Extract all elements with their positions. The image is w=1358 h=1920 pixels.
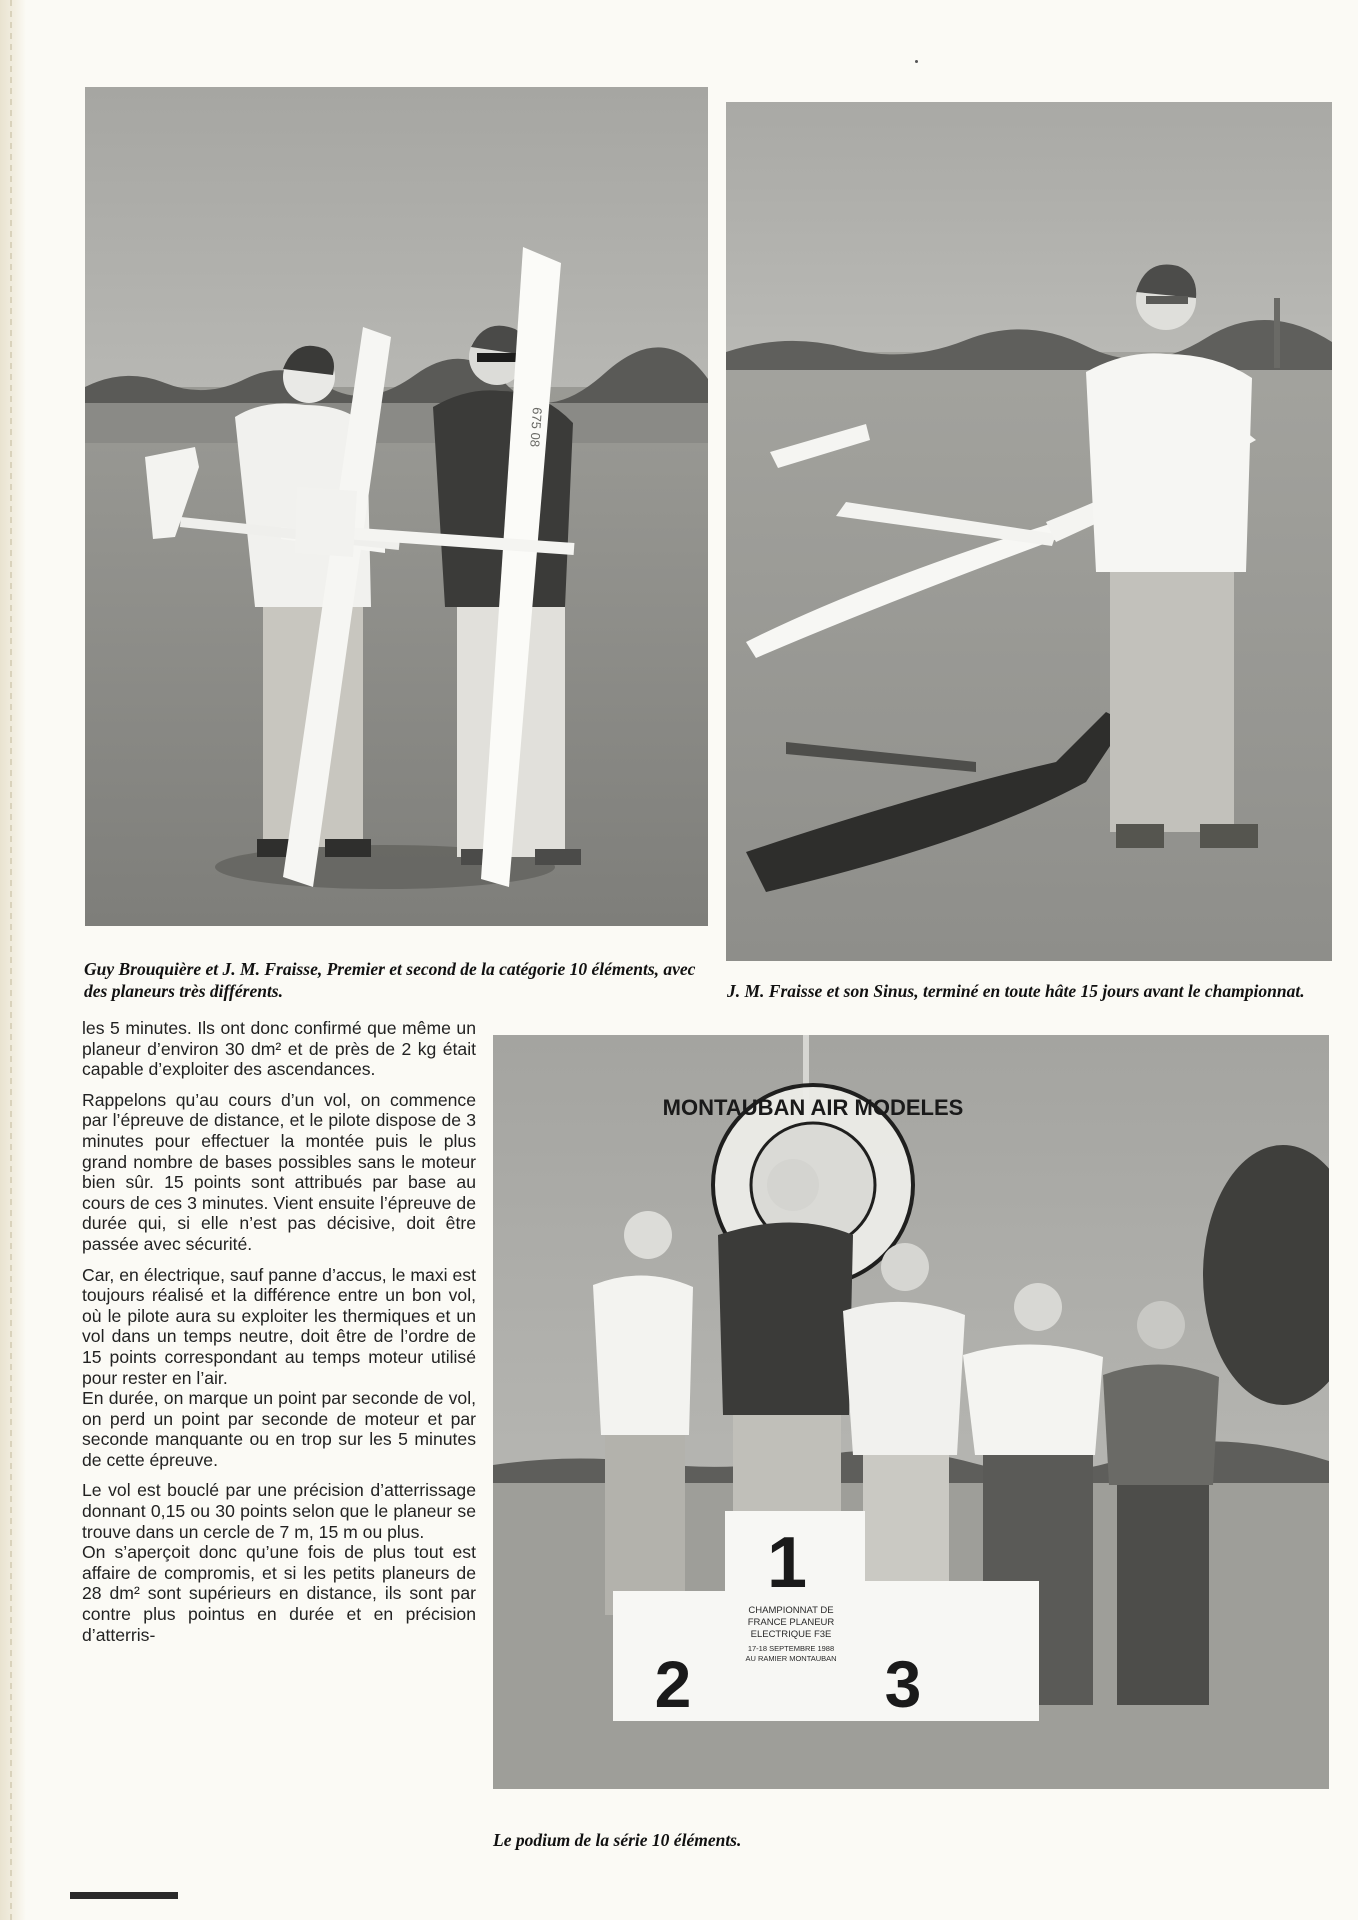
- photo-podium: [493, 1035, 1329, 1789]
- podium-banner-line: CHAMPIONNAT DE: [748, 1605, 834, 1616]
- photo-podium-illustration: [493, 1035, 1329, 1789]
- podium-number-2: 2: [654, 1647, 692, 1721]
- binding-perforation: [10, 0, 12, 1920]
- photo-two-pilots-with-gliders: [85, 87, 708, 926]
- article-paragraph: On s’aperçoit donc qu’une fois de plus tout est affaire de compromis, et si les petits planeurs de 28 dm² sont supérieurs en distance, ils sont par contre plus pointus en durée et en précision d’atterris-: [82, 1542, 476, 1645]
- article-paragraph: En durée, on marque un point par seconde de vol, on perd un point par seconde de moteur et par seconde manquante ou en trop sur les 5 minutes de cette épreuve.: [82, 1388, 476, 1470]
- article-paragraph: Car, en électrique, sauf panne d’accus, le maxi est toujours réalisé et la différence entre un bon vol, où le pilote aura su exploiter les thermiques et un vol dans un temps neutre, doit être de l’ordre de 15 points correspondant au temps moteur utilisé pour rester en l’air.: [82, 1264, 476, 1388]
- glider-registration: 675 08: [527, 406, 545, 448]
- photo-sinus-illustration: [726, 102, 1332, 961]
- podium-banner-line: 17-18 SEPTEMBRE 1988: [747, 1644, 835, 1653]
- print-speck: [915, 60, 918, 63]
- page-corner-mark: [70, 1892, 178, 1899]
- article-paragraph: les 5 minutes. Ils ont donc confirmé que même un planeur d’environ 30 dm² et de près de 2 kg était capable d’exploiter des ascendances.: [82, 1018, 476, 1080]
- photo-fraisse-with-sinus: [726, 102, 1332, 961]
- podium-banner-line: ELECTRIQUE F3E: [750, 1629, 832, 1640]
- article-paragraph: Le vol est bouclé par une précision d’atterrissage donnant 0,15 ou 30 points selon que le planeur se trouve dans un cercle de 7 m, 15 m ou plus.: [82, 1480, 476, 1542]
- podium-banner-line: AU RAMIER MONTAUBAN: [745, 1654, 837, 1663]
- photo-two-pilots-illustration: [85, 87, 708, 926]
- podium-banner-line: FRANCE PLANEUR: [747, 1617, 835, 1628]
- podium-number-1: 1: [766, 1523, 808, 1603]
- article-text-column: [82, 1018, 476, 1655]
- photo-caption-1: Guy Brouquière et J. M. Fraisse, Premier et second de la catégorie 10 éléments, avec des planeurs très différents.: [84, 959, 696, 1001]
- page-binding-edge: [0, 0, 26, 1920]
- sign-text: MONTAUBAN AIR MODELES: [662, 1095, 964, 1120]
- photo-caption-2: J. M. Fraisse et son Sinus, terminé en toute hâte 15 jours avant le championnat.: [727, 981, 1305, 1001]
- podium-number-3: 3: [884, 1647, 922, 1721]
- article-paragraph: Rappelons qu’au cours d’un vol, on commence par l’épreuve de distance, et le pilote dispose de 3 minutes pour effectuer la montée puis le plus grand nombre de bases possibles sans le moteur bien sûr. 15 points sont attribués par base au cours de ces 3 minutes. Vient ensuite l’épreuve de durée qui, si elle n’est pas décisive, doit être passée avec sécurité.: [82, 1089, 476, 1254]
- photo-caption-3: Le podium de la série 10 éléments.: [493, 1830, 742, 1850]
